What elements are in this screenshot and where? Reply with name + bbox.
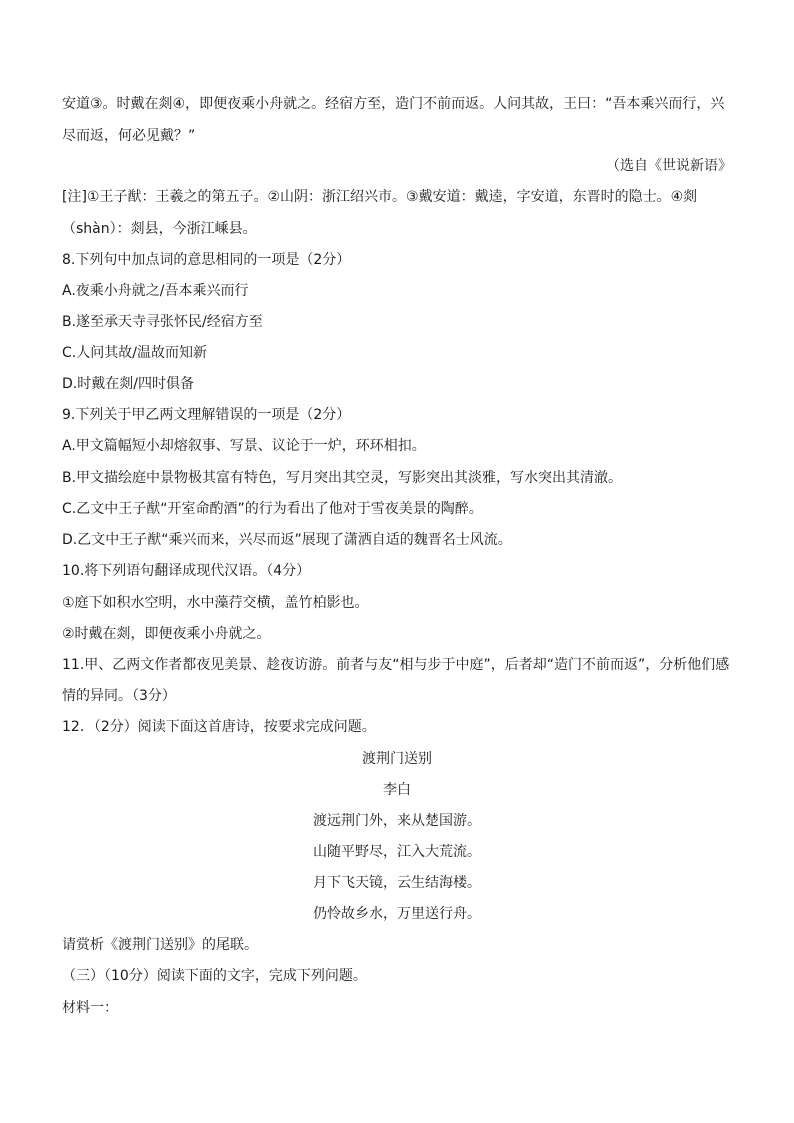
question-12-task: 请赏析《渡荆门送别》的尾联。	[62, 937, 258, 953]
passage-line-1: 安道③。时戴在剡④，即便夜乘小舟就之。经宿方至，造门不前而返。人问其故，王曰：“吾本乘兴而行，兴	[62, 96, 725, 112]
poem-line-3: 月下飞天镜，云生结海楼。	[313, 875, 481, 891]
notes-line-1: [注]①王子猷：王羲之的第五子。②山阴：浙江绍兴市。③戴安道：戴逵，字安道，东晋时的隐士。④剡	[62, 189, 698, 205]
question-9-option-a: A.甲文篇幅短小却熔叙事、写景、议论于一炉，环环相扣。	[62, 438, 426, 454]
notes-line-2: （shàn）：剡县，今浙江嵊县。	[62, 221, 257, 237]
question-9-option-c: C.乙文中王子猷“开室命酌酒”的行为看出了他对于雪夜美景的陶醉。	[62, 501, 483, 517]
question-8-option-a: A.夜乘小舟就之/吾本乘兴而行	[62, 283, 249, 299]
question-8-option-b: B.遂至承天寺寻张怀民/经宿方至	[62, 314, 263, 330]
question-11-line-2: 情的异同。（3分）	[62, 688, 176, 704]
section-3-heading: （三）（10分）阅读下面的文字，完成下列问题。	[62, 968, 367, 984]
poem-line-2: 山随平野尽，江入大荒流。	[313, 844, 481, 860]
question-8-option-c: C.人问其故/温故而知新	[62, 345, 207, 361]
question-11-line-1: 11.甲、乙两文作者都夜见美景、趁夜访游。前者与友“相与步于中庭”，后者却“造门不前而返”，分析他们感	[62, 657, 730, 673]
question-10-stem: 10.将下列语句翻译成现代汉语。（4分）	[62, 563, 311, 579]
question-9-option-b: B.甲文描绘庭中景物极其富有特色，写月突出其空灵，写影突出其淡雅，写水突出其清澈。	[62, 470, 623, 486]
question-9-stem: 9.下列关于甲乙两文理解错误的一项是（2分）	[62, 407, 351, 423]
passage-line-2: 尽而返，何必见戴？”	[62, 128, 196, 144]
question-8-option-d: D.时戴在剡/四时俱备	[62, 376, 194, 392]
question-9-option-d: D.乙文中王子猷“乘兴而来，兴尽而返”展现了潇洒自适的魏晋名士风流。	[62, 532, 512, 548]
question-8-stem: 8.下列句中加点词的意思相同的一项是（2分）	[62, 252, 351, 268]
passage-source: （选自《世说新语》	[606, 158, 732, 174]
poem-author: 李白	[383, 782, 411, 798]
poem-line-4: 仍怜故乡水，万里送行舟。	[313, 906, 481, 922]
material-1-label: 材料一：	[62, 1000, 118, 1016]
poem-title: 渡荆门送别	[362, 751, 432, 767]
question-10-item-1: ①庭下如积水空明，水中藻荇交横，盖竹柏影也。	[62, 595, 369, 611]
question-10-item-2: ②时戴在剡，即便夜乘小舟就之。	[62, 626, 271, 642]
poem-line-1: 渡远荆门外，来从楚国游。	[313, 813, 481, 829]
question-12-stem: 12．（2分）阅读下面这首唐诗，按要求完成问题。	[62, 719, 376, 735]
